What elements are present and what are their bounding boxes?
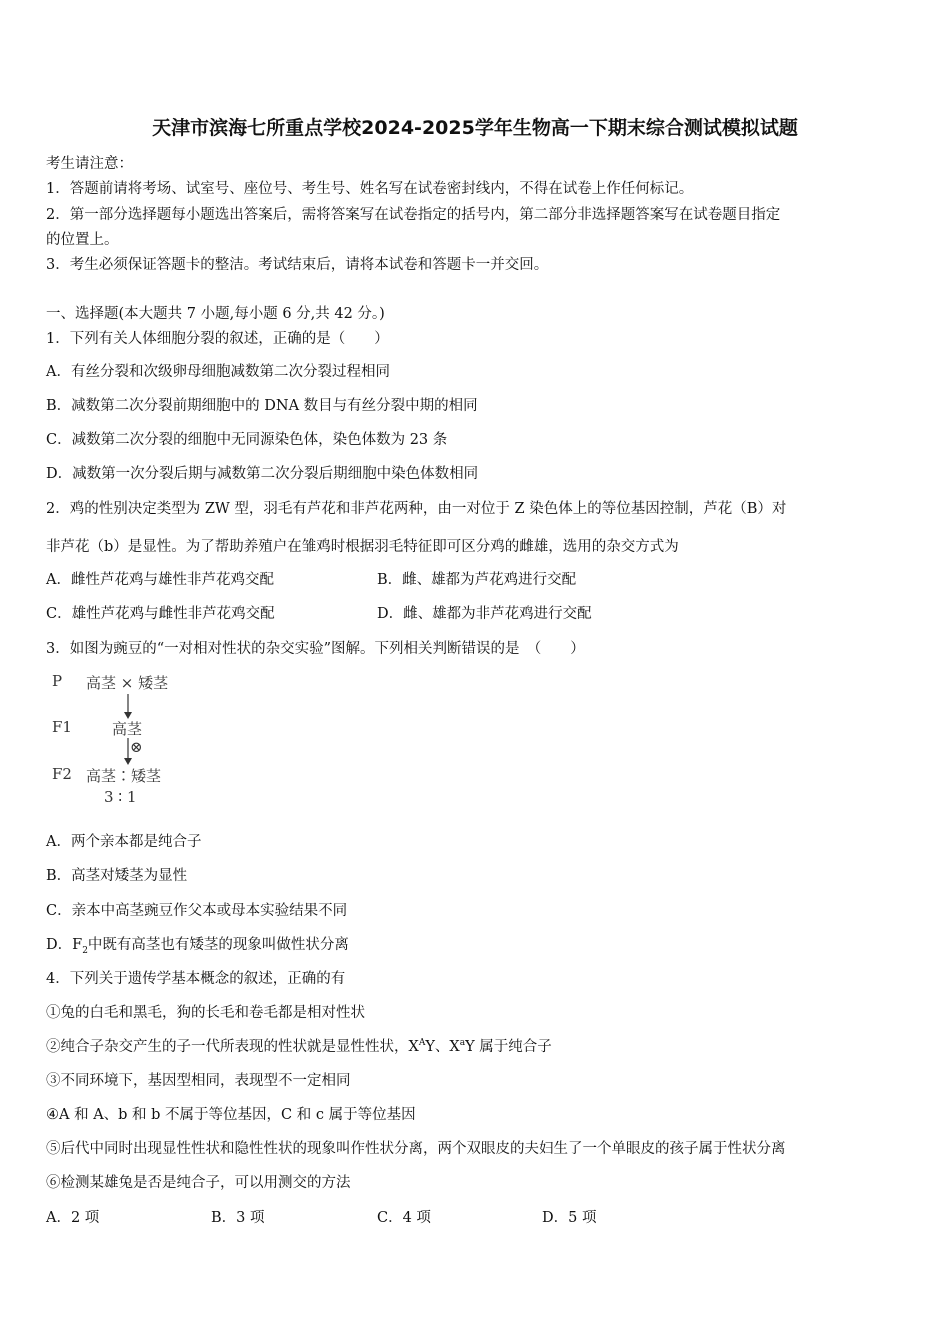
q4-option-c: C．4 项 xyxy=(377,1210,431,1226)
q1-option-d: D．减数第一次分裂后期与减数第二次分裂后期细胞中染色体数相同 xyxy=(46,466,479,482)
q2-option-c: C．雄性芦花鸡与雌性非芦花鸡交配 xyxy=(46,606,275,622)
diagram-selfing-icon: ⊗ xyxy=(130,738,143,756)
q4-statement-1: ①兔的白毛和黑毛，狗的长毛和卷毛都是相对性状 xyxy=(46,1005,365,1021)
q3-stem: 3．如图为豌豆的“一对相对性状的杂交实验”图解。下列相关判断错误的是 （ ） xyxy=(46,641,585,657)
q3-option-b: B．高茎对矮茎为显性 xyxy=(46,868,188,884)
q3-option-c: C．亲本中高茎豌豆作父本或母本实验结果不同 xyxy=(46,903,348,919)
q3-option-d: D．$F_2$中既有高茎也有矮茎的现象叫做性状分离 xyxy=(46,937,349,956)
q4-statement-2: ②纯合子杂交产生的子一代所表现的性状就是显性性状，$X^AY$、$X^aY$ 属于纯合子 xyxy=(46,1038,552,1055)
notice-item-2-cont: 的位置上。 xyxy=(46,232,119,248)
q4-option-d: D．5 项 xyxy=(542,1210,597,1226)
cross-diagram xyxy=(48,668,198,808)
q4-statement-4: ④A 和 A、b 和 b 不属于等位基因，C 和 c 属于等位基因 xyxy=(46,1107,416,1123)
q2-option-b: B．雌、雄都为芦花鸡进行交配 xyxy=(377,572,577,588)
diagram-ratio: 3 ∶ 1 xyxy=(104,788,137,806)
q2-option-d: D．雌、雄都为非芦花鸡进行交配 xyxy=(377,606,592,622)
notice-item-3: 3．考生必须保证答题卡的整洁。考试结束后，请将本试卷和答题卡一并交回。 xyxy=(46,257,549,273)
q1-option-c: C．减数第二次分裂的细胞中无同源染色体，染色体数为 23 条 xyxy=(46,432,448,448)
q2-option-a: A．雌性芦花鸡与雄性非芦花鸡交配 xyxy=(46,572,274,588)
q3-option-a: A．两个亲本都是纯合子 xyxy=(46,834,202,850)
q4-statement-5: ⑤后代中同时出现显性性状和隐性性状的现象叫作性状分离，两个双眼皮的夫妇生了一个单眼皮的孩子属于性状分离 xyxy=(46,1141,786,1157)
page-title: 天津市滨海七所重点学校2024-2025学年生物高一下期末综合测试模拟试题 xyxy=(152,117,798,139)
section-heading: 一、选择题(本大题共 7 小题,每小题 6 分,共 42 分。) xyxy=(46,306,385,322)
notice-item-2: 2．第一部分选择题每小题选出答案后，需将答案写在试卷指定的括号内，第二部分非选择题答案写在试卷题目指定 xyxy=(46,207,781,223)
q1-option-a: A．有丝分裂和次级卵母细胞减数第二次分裂过程相同 xyxy=(46,364,390,380)
q1-stem: 1．下列有关人体细胞分裂的叙述，正确的是（ ） xyxy=(46,331,389,347)
diagram-f2-text: 高茎∶矮茎 xyxy=(86,767,162,785)
q2-stem-line2: 非芦花（b）是显性。为了帮助养殖户在雏鸡时根据羽毛特征即可区分鸡的雌雄，选用的杂交方式为 xyxy=(46,539,679,555)
q1-option-b: B．减数第二次分裂前期细胞中的 DNA 数目与有丝分裂中期的相同 xyxy=(46,398,478,414)
q4-option-a: A．2 项 xyxy=(46,1210,100,1226)
q4-statement-6: ⑥检测某雄兔是否是纯合子，可以用测交的方法 xyxy=(46,1175,351,1191)
q4-statement-3: ③不同环境下，基因型相同，表现型不一定相同 xyxy=(46,1073,351,1089)
q2-stem-line1: 2．鸡的性别决定类型为 ZW 型，羽毛有芦花和非芦花两种，由一对位于 Z 染色体上的等位基因控制，芦花（B）对 xyxy=(46,501,787,517)
notice-heading: 考生请注意： xyxy=(46,156,133,172)
diagram-p-label: P xyxy=(52,672,63,690)
notice-item-1: 1．答题前请将考场、试室号、座位号、考生号、姓名写在试卷密封线内，不得在试卷上作任何标记。 xyxy=(46,181,694,197)
diagram-p-cross: 高茎 × 矮茎 xyxy=(86,674,169,692)
diagram-f1-label: F1 xyxy=(52,718,72,736)
q4-stem: 4．下列关于遗传学基本概念的叙述，正确的有 xyxy=(46,971,346,987)
diagram-f2-label: F2 xyxy=(52,765,72,783)
diagram-f1-text: 高茎 xyxy=(112,720,143,738)
q4-option-b: B．3 项 xyxy=(211,1210,265,1226)
